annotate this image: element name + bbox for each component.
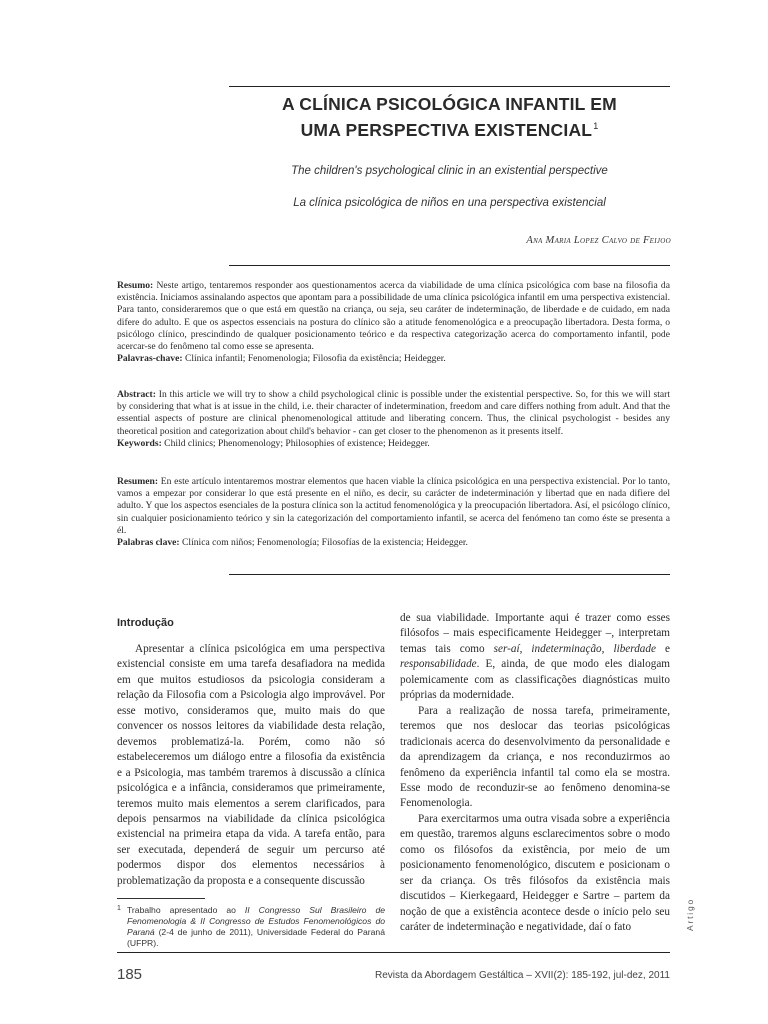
footnote-rule [117,898,205,899]
abstract-en-label: Abstract: [117,389,156,400]
abstract-es-label: Resumen: [117,476,159,487]
abstract-portuguese [117,280,670,365]
author-name: Ana Maria Lopez Calvo de Feijoo [526,235,671,246]
abstract-pt-text: Neste artigo, tentaremos responder aos questionamentos acerca da viabilidade de uma clínica psicológica com base na filosofia da existência. Iniciamos assinalando aspectos que apontam para a possibilidade de uma clínica psicológica infantil em uma perspectiva existencial. Para tanto, consideraremos que o que está em questão na criança, ou seja, seu caráter de indeterminação, de liberdade e de cuidado, em nada difere do adulto. E que os aspectos essenciais na postura do clínico são a atitude fenomenológica e a preocupação libertadora. Desta forma, o psicólogo clínico, prescindindo de qualquer posicionamento teórico e da respectiva categorização acerca do comportamento infantil, pode acercar-se do fenômeno tal como esse se apresenta. [117,280,670,353]
keywords-pt: Clínica infantil; Fenomenologia; Filosofia da existência; Heidegger. [184,353,446,365]
keywords-en-label: Keywords: [117,437,162,449]
title-line-2: UMA PERSPECTIVA EXISTENCIAL$^1$ [300,119,599,140]
abstract-es-text: En este artículo intentaremos mostrar elementos que hacen viable la clínica psicológica en una perspectiva existencial. Por lo tanto, vamos a empezar por considerar lo que está presente en el niño, es decir, su carácter de indeterminación y libertad que en nada difiere del adulto. Y que los aspectos esenciales de la postura clínica son la actitud fenomenológica y la preocupación libertadora. Así, el psicólogo clínico, sin cualquier posicionamiento teórico y sin la categorización del comportamiento infantil, se acerca del fenómeno tan como éste se presenta a él. [117,476,670,536]
title-footnote-ref[interactable]: 1 [593,121,599,131]
subtitle-english: The children's psychological clinic in an existential perspective [291,165,608,177]
title-line-1: A CLÍNICA PSICOLÓGICA INFANTIL EM [282,94,617,114]
intro-paragraph-1: Apresentar a clínica psicológica em uma perspectiva existencial consiste em uma tarefa desafiadora na medida em que muitos estudiosos da psicologia consideram a relação da Filosofia com a Psicologia algo improvável. Por esse motivo, consideramos que, muito mais do que convencer os nossos leitores da viabilidade desta relação, devemos problematizá-la. Porém, como não só estabeleceremos um diálogo entre a filosofia da existência e a Psicologia, mas também traremos à discussão a clínica psicológica e a infância, consideramos que primeiramente, teremos muito mais elementos a serem clarificados, para depois pensarmos na viabilidade da clínica psicológica existencial na primeira etapa da vida. A tarefa então, para ser executada, dependerá de seguir um percurso até podermos dispor dos elementos necessários à problematização da proposta e a consequente discussão [117,643,385,887]
side-label-artigo: Artigo [685,897,695,931]
right-paragraph-2: Para a realização de nossa tarefa, primeiramente, teremos que nos deslocar das teorias psicológicas tradicionais acerca do desenvolvimento da personalidade e da aprendizagem da criança, e nos reconduzirmos ao fenômeno da experiência infantil tal como ela se mostra. Esse modo de reconduzir-se ao fenômeno denomina-se Fenomenologia. [400,704,670,810]
article-title [229,93,670,141]
footnote [117,905,385,949]
keywords-es-label: Palabras clave: [117,537,180,549]
right-paragraph-3: Para exercitarmos uma outra visada sobre a experiência em questão, traremos alguns esclarecimentos sobre o modo como os filósofos da existência, por meio de um posicionamento fenomenológico, discutem e posicionam o ser da criança. Os três filósofos da existência mais discutidos – Kierkegaard, Heidegger e Sartre – partem da noção de que a existência acontece desde o início pelo seu caráter de indeterminação e negatividade, daí o fato [400,812,670,934]
section-heading-introducao: Introdução [117,617,174,629]
keywords-es: Clínica com niños; Fenomenología; Filosofías de la existencia; Heidegger. [182,537,468,549]
page-number: 185 [117,966,143,983]
subtitle-spanish: La clínica psicológica de niños en una perspectiva existencial [293,197,606,209]
footnote-mark: 1 [117,905,121,912]
left-column [117,642,385,889]
keywords-pt-label: Palavras-chave: [117,353,183,365]
right-column [400,611,670,936]
abstract-bottom-rule [229,574,670,575]
top-rule [229,86,670,87]
footer-rule [117,952,670,953]
abstract-rule [229,265,670,266]
footnote-text: Trabalho apresentado ao II Congresso Sul Brasileiro de Fenomenologia & II Congresso de Estudos Fenomenológicos do Paraná (2-4 de junho de 2011), Universidade Federal do Paraná (UFPR). [127,905,386,948]
abstract-pt-label: Resumo: [117,280,154,291]
abstract-en-text: In this article we will try to show a child psychological clinic is possible under the existential perspective. So, for this we will start by considering that what is at issue in the child, i.e. their character of indetermination, freedom and care differs nothing from adult. And that the essential aspects of posture are clinical phenomenological attitude and liberating concern. Thus, the clinical psychologist - besides any theoretical position and categorization about child's behavior - can get closer to the phenomenon as it presents itself. [117,389,670,437]
keywords-en: Child clinics; Phenomenology; Philosophies of existence; Heidegger. [164,437,430,449]
abstract-english [117,389,670,450]
journal-reference: Revista da Abordagem Gestáltica – XVII(2): 185-192, jul-dez, 2011 [375,970,670,981]
right-paragraph-1: de sua viabilidade. Importante aqui é trazer como esses filósofos – mais especificamente Heidegger –, interpretam temas tais como ser-aí, indeterminação, liberdade e responsabilidade. E, ainda, de que modo eles dialogam polemicamente com as classificações diagnósticas muito próprias da modernidade. [400,612,670,702]
abstract-spanish [117,476,670,549]
